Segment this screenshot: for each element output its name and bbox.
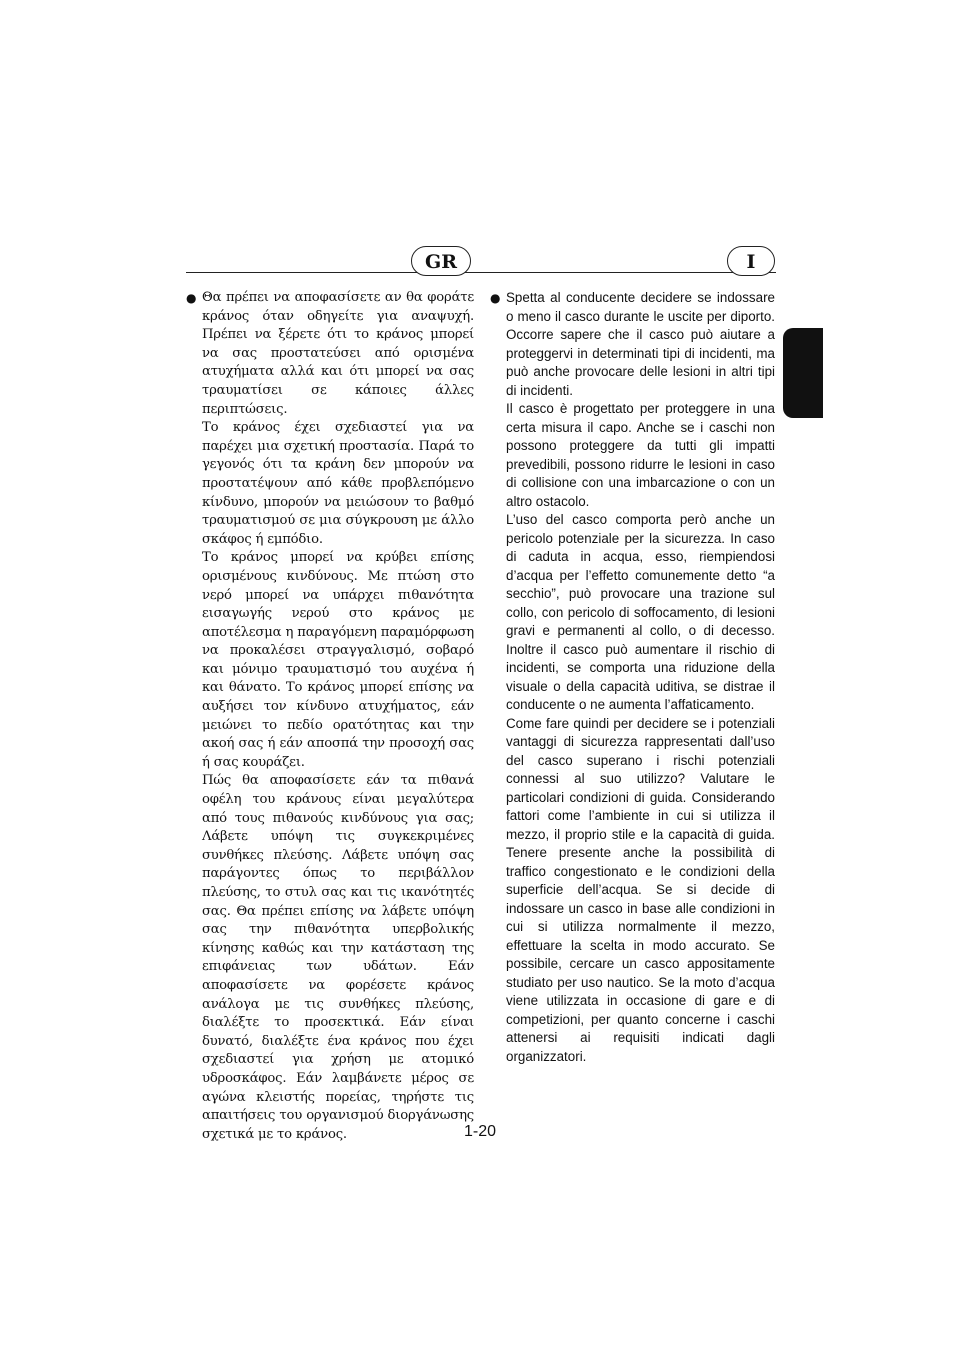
italian-paragraph: L’uso del casco comporta però anche un pericolo potenziale per la sicurezza. In caso di caduta in acqua, esso, riempiendosi d’acqua per l’effetto comunemente detto “a secchio”, può provocare una trazione sul collo, con pericolo di soffocamento, di lesioni gravi e permanenti al collo, o di decesso. Inoltre il casco può aumentare il rischio di incidenti, se comporta una riduzione della visuale o della capacità uditiva, se distrae il conducente o ne aumenta l’affaticamento. [506, 512, 775, 712]
greek-paragraph: Πώς θα αποφασίσετε εάν τα πιθανά οφέλη του κράνους είναι μεγαλύτερα από τους πιθανούς κινδύνους για σας; Λάβετε υπόψη τις συγκεκριμένες συνθήκες πλεύσης. Λάβετε υπόψη σας παράγοντες όπως το περιβάλλον πλεύσης, το στυλ σας και τις ικανότητές σας. Θα πρέπει επίσης να λάβετε υπόψη σας την πιθανότητα υπερβολικής κίνησης καθώς και την κατάσταση της επιφάνειας των υδάτων. Εάν αποφασίσετε να φορέσετε κράνος ανάλογα με τις συνθήκες πλεύσης, διαλέξτε το προσεκτικά. Εάν είναι δυνατό, διαλέξτε ένα κράνος που έχει σχεδιαστεί για χρήση με ατομικό υδροσκάφος. Εάν λαμβάνετε μέρος σε αγώνα κλειστής πορείας, τηρήστε τις απαιτήσεις του οργανισμού διοργάνωσης σχετικά με το κράνος. [202, 773, 474, 1142]
language-badge-greek: GR [411, 246, 471, 276]
italian-paragraph: Il casco è progettato per proteggere in una certa misura il capo. Anche se i caschi non possono proteggere da tutti gli impatti prevedibili, possono ridurre le lesioni in caso di collisione con una imbarcazione o con un altro ostacolo. [506, 401, 775, 509]
italian-paragraph: Come fare quindi per decidere se i potenziali vantaggi di sicurezza rappresentati dall’uso del casco superano i rischi potenziali connessi al suo utilizzo? Valutare le particolari condizioni di guida. Considerando fattori come l’ambiente in cui si utilizza il mezzo, il proprio stile e la capacità di guida. Tenere presente anche la possibilità di traffico congestionato e le condizioni della superficie dell’acqua. Se si decide di indossare un casco in base alle condizioni in cui si utilizza normalmente il mezzo, effettuare la scelta in modo accurato. Se possibile, cercare un casco appositamente studiato per uso nautico. Se la moto d’acqua viene utilizzata in occasione di gare e di competizioni, per quanto concerne i caschi attenersi ai requisiti indicati dagli organizzatori. [506, 715, 775, 1064]
greek-paragraph: Το κράνος μπορεί να κρύβει επίσης ορισμένους κινδύνους. Με πτώση στο νερό μπορεί να υπάρχει πιθανότητα εισαγωγής νερού στο κράνος με αποτέλεσμα η παραγόμενη παραμόρφωση να προκαλέσει στραγγαλισμό, σοβαρό και μόνιμο τραυματισμό του αυχένα ή και θάνατο. Το κράνος μπορεί επίσης να αυξήσει τον κίνδυνο ατυχήματος, εάν μειώνει το πεδίο ορατότητας και την ακοή σας ή εάν αποσπά την προσοχή σας ή σας κουράζει. [202, 550, 474, 770]
italian-text-column [490, 289, 775, 1066]
bullet-icon: ● [490, 291, 501, 305]
greek-paragraph: Το κράνος έχει σχεδιαστεί για να παρέχει μια σχετική προστασία. Παρά το γεγονός ότι τα κράνη δεν μπορούν να προστατέψουν από κάθε προβλεπόμενο κίνδυνο, μπορούν να μειώσουν το βαθμό τραυματισμού σε μια σύγκρουση με άλλο σκάφος ή εμπόδιο. [202, 420, 474, 547]
italian-paragraph: Spetta al conducente decidere se indossare o meno il casco durante le uscite per diporto. Occorre sapere che il casco può aiutare a proteggervi in determinati tipi di incidenti, ma può anche provocare delle lesioni in altri tipi di incidenti. [506, 290, 775, 398]
language-badge-italian: I [727, 246, 775, 276]
section-thumb-tab [783, 328, 823, 418]
greek-paragraph: Θα πρέπει να αποφασίσετε αν θα φοράτε κράνος όταν οδηγείτε για αναψυχή. Πρέπει να ξέρετε ότι το κράνος μπορεί να σας προστατεύσει από ορισμένα ατυχήματα αλλά και ότι μπορεί να σας τραυματίσει σε κάποιες άλλες περιπτώσεις. [202, 290, 474, 417]
page-number: 1-20 [463, 1123, 497, 1140]
bullet-icon: ● [186, 291, 197, 305]
header-rule [186, 272, 776, 273]
greek-text-column [186, 289, 474, 1144]
